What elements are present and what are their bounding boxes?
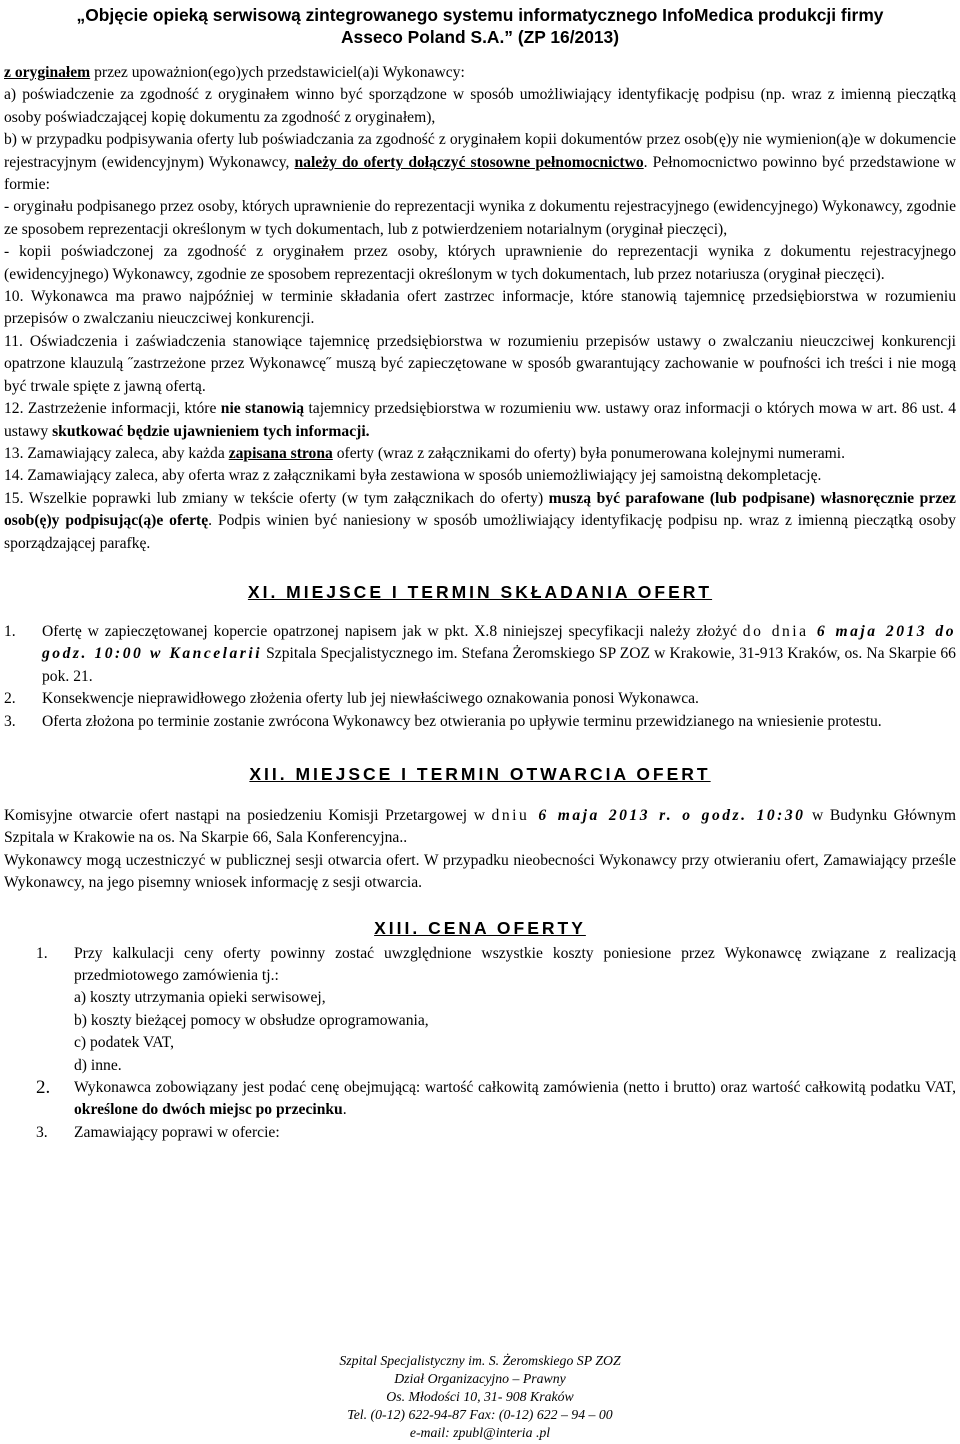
paragraph-15-bold: muszą być parafowane (lub podpisane) własnoręcznie przez osob(ę)y podpisując(ą)e ofertę (4, 489, 956, 530)
section-xiii-heading: XIII. CENA OFERTY (374, 917, 586, 938)
list-item (36, 943, 956, 1077)
paragraph-15-text-1: 15. Wszelkie poprawki lub zmiany w tekście oferty (w tym załącznikach do oferty) (4, 489, 549, 507)
paragraph-12-text-2: tajemnicy przedsiębiorstwa w rozumieniu ww. ustawy oraz informacji o których mowa w art. 86 ust. 4 ustawy (4, 400, 957, 440)
list-item-spaced: do dnia (742, 622, 809, 640)
footer-line-3: Os. Młodości 10, 31- 908 Kraków (386, 1389, 574, 1404)
underlined-original: z oryginałem (4, 64, 91, 81)
section-xii-paragraph-2: Wykonawcy mogą uczestniczyć w publicznej sesji otwarcia ofert. W przypadku nieobecności Wykonawcy przy otwieraniu ofert, Zamawiający prześle Wykonawcy, na jego pisemny wniosek informację z sesji otwarcia. (4, 851, 956, 892)
paragraph-12 (4, 398, 956, 443)
sub-item: b) koszty bieżącej pomocy w obsłudze oprogramowania, (74, 1011, 429, 1029)
sub-item: d) inne. (74, 1056, 122, 1074)
paragraph-original (4, 62, 956, 84)
list-item-text: Zamawiający poprawi w ofercie: (74, 1123, 280, 1141)
section-xii-emphasis: 6 maja 2013 r. o godz. 10:30 (529, 806, 806, 824)
list-item-emphasis: określone do dwóch miejsc po przecinku (74, 1101, 343, 1119)
list-item-number: 1. (4, 622, 16, 640)
section-xii-text-2: w Budynku Głównym Szpitala w Krakowie na os. Na Skarpie 66, Sala Konferencyjna.. (4, 806, 956, 847)
paragraph-15-text-2: . Podpis winien być naniesiony w sposób umożliwiający identyfikację podpisu np. wraz z imienną pieczątką osoby sporządzającej parafkę. (4, 512, 956, 552)
paragraph-12-bold-1: nie stanowią (220, 400, 305, 418)
list-item (4, 711, 956, 733)
paragraph-b-text-2: . Pełnomocnictwo powinno być przedstawione w formie: (4, 153, 957, 194)
list-item-text: Wykonawca zobowiązany jest podać cenę obejmującą: wartość całkowitą zamówienia (netto i brutto) oraz wartość całkowitą podatku VAT, (74, 1079, 956, 1097)
list-item (4, 688, 956, 710)
header-line-2: Asseco Poland S.A.” (ZP 16/2013) (340, 27, 620, 47)
paragraph-b (4, 129, 956, 196)
list-item-text: Oferta złożona po terminie zostanie zwrócona Wykonawcy bez otwierania po upływie terminu przewidzianego na wniesienie protestu. (42, 712, 882, 730)
section-xi-list (4, 621, 956, 733)
section-xii-text-1: Komisyjne otwarcie ofert nastąpi na posiedzeniu Komisji Przetargowej w (4, 806, 492, 824)
paragraph-13 (4, 443, 956, 465)
section-xii-heading: XII. MIEJSCE I TERMIN OTWARCIA OFERT (249, 763, 711, 784)
page-footer (0, 1352, 960, 1442)
paragraph-original-rest: przez upoważnion(ego)ych przedstawiciel(a)i Wykonawcy: (90, 64, 465, 81)
list-item-text: Przy kalkulacji ceny oferty powinny zostać uwzględnione wszystkie koszty poniesione przez Wykonawcę związane z realizacją przedmiotowego zamówienia tj.: (74, 944, 956, 984)
list-item-number: 3. (4, 712, 16, 730)
paragraph-10: 10. Wykonawca ma prawo najpóźniej w terminie składania ofert zastrzec informacje, które stanowią tajemnicę przedsiębiorstwa w rozumieniu przepisów o zwalczaniu nieuczciwej konkurencji. (4, 288, 956, 328)
paragraph-dash-2: - kopii poświadczonej za zgodność z oryginałem przez osoby, których uprawnienie do reprezentacji wynika z dokumentu rejestracyjnego (ewidencyjnego) Wykonawcy, zgodnie ze sposobem reprezentacji określonym w tych dokumentach, lub przez notariusza (oryginał pieczęci). (4, 243, 956, 283)
paragraph-dash-1: - oryginału podpisanego przez osoby, których uprawnienie do reprezentacji wynika z dokumentu rejestracyjnego (ewidencyjnego) Wykonawcy, zgodnie ze sposobem reprezentacji określonym w tych dokumentach, lub z potwierdzeniem notarialnym (oryginał pieczęci), (4, 198, 956, 238)
list-item-emphasis: 6 maja 2013 do godz. 10:00 w Kancelarii (42, 622, 957, 663)
paragraph-b-text-1: b) w przypadku podpisywania oferty lub poświadczania za zgodność z oryginałem kopii dokumentów przez osob(ę)y nie wymienion(ą)e w dokumencie rejestracyjnym (ewidencyjnym) Wykonawcy, (4, 131, 956, 171)
list-item-text-2: . (342, 1101, 347, 1119)
paragraph-14: 14. Zamawiający zaleca, aby oferta wraz z załącznikami była zestawiona w sposób uniemożliwiający jej samoistną dekompletację. (4, 467, 822, 485)
footer-line-2: Dział Organizacyjno – Prawny (394, 1371, 566, 1386)
section-xi-heading: XI. MIEJSCE I TERMIN SKŁADANIA OFERT (247, 581, 713, 602)
list-item (4, 621, 956, 688)
document-page (4, 0, 956, 1144)
list-item-number: 2. (36, 1077, 51, 1099)
paragraph-12-bold-2: skutkować będzie ujawnieniem tych informacji. (52, 422, 370, 440)
list-item (36, 1077, 956, 1122)
paragraph-15 (4, 488, 956, 555)
footer-line-4: Tel. (0-12) 622-94-87 Fax: (0-12) 622 – 94 – 00 (347, 1407, 613, 1422)
list-item-number: 2. (4, 690, 16, 708)
section-xii-paragraph-1 (4, 805, 956, 850)
paragraph-b-emphasis: należy do oferty dołączyć stosowne pełnomocnictwo (294, 153, 644, 171)
document-header (4, 4, 956, 48)
header-line-1: „Objęcie opieką serwisową zintegrowanego systemu informatycznego InfoMedica produkcji firmy (76, 5, 884, 25)
section-xiii-list (4, 943, 956, 1145)
paragraph-13-emphasis: zapisana strona (228, 444, 333, 462)
paragraph-a: a) poświadczenie za zgodność z oryginałem winno być sporządzone w sposób umożliwiający identyfikację podpisu (np. wraz z imienną pieczątką osoby poświadczającej kopię dokumentu za zgodność z oryginałem), (4, 86, 956, 126)
sub-item: a) koszty utrzymania opieki serwisowej, (74, 989, 326, 1007)
sub-item: c) podatek VAT, (74, 1034, 175, 1052)
paragraph-11: 11. Oświadczenia i zaświadczenia stanowiące tajemnicę przedsiębiorstwa w rozumieniu przepisów ustawy o zwalczaniu nieuczciwej konkurencji opatrzone klauzulą ˝zastrzeżone przez Wykonawcę˝ muszą być zapieczętowane w sposób gwarantujący zachowanie w poufności ich treści i nie mogą być trwale spięte z jawną ofertą. (4, 332, 956, 395)
list-item-number: 3. (36, 1123, 48, 1141)
list-item-text: Ofertę w zapieczętowanej kopercie opatrzonej napisem jak w pkt. X.8 niniejszej specyfikacji należy złożyć (42, 622, 743, 640)
paragraph-13-text-2: oferty (wraz z załącznikami do oferty) była ponumerowana kolejnymi numerami. (332, 444, 846, 462)
list-item-text: Konsekwencje nieprawidłowego złożenia oferty lub jej niewłaściwego oznakowania ponosi Wykonawca. (42, 690, 699, 708)
footer-line-1: Szpital Specjalistyczny im. S. Żeromskiego SP ZOZ (339, 1353, 621, 1368)
list-item-text-2: Szpitala Specjalistycznego im. Stefana Żeromskiego SP ZOZ w Krakowie, 31-913 Kraków, os. Na Skarpie 66 pok. 21. (42, 645, 956, 685)
section-xii-spaced: dniu (491, 806, 530, 824)
paragraph-13-text-1: 13. Zamawiający zaleca, aby każda (4, 444, 229, 462)
list-item-number: 1. (36, 944, 48, 962)
footer-line-5: e-mail: zpubl@interia .pl (409, 1425, 551, 1440)
list-item (36, 1122, 956, 1144)
paragraph-12-text-1: 12. Zastrzeżenie informacji, które (4, 400, 221, 418)
